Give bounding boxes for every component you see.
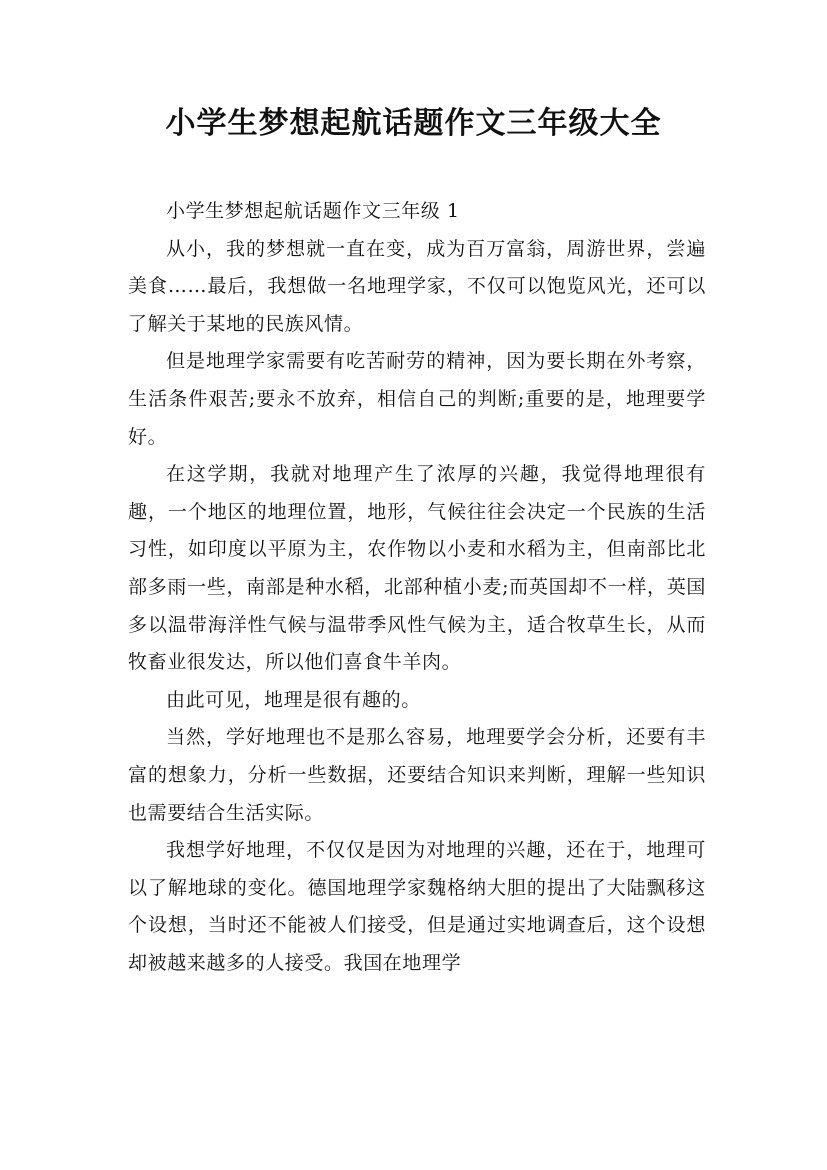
paragraph-2: 但是地理学家需要有吃苦耐劳的精神，因为要长期在外考察，生活条件艰苦;要永不放弃，相信自己的判断;重要的是，地理要学好。 (128, 350, 706, 448)
document-body (128, 193, 706, 982)
paragraph-6: 我想学好地理，不仅仅是因为对地理的兴趣，还在于，地理可以了解地球的变化。德国地理学家魏格纳大胆的提出了大陆飘移这个设想，当时还不能被人们接受，但是通过实地调查后，这个设想却被越来越多的人接受。我国在地理学 (128, 839, 706, 974)
paragraph-1: 从小，我的梦想就一直在变，成为百万富翁，周游世界，尝遍美食……最后，我想做一名地理学家，不仅可以饱览风光，还可以了解关于某地的民族风情。 (128, 237, 706, 335)
paragraph-5: 当然，学好地理也不是那么容易，地理要学会分析，还要有丰富的想象力，分析一些数据，还要结合知识来判断，理解一些知识也需要结合生活实际。 (128, 726, 706, 824)
paragraph-4: 由此可见，地理是很有趣的。 (166, 688, 421, 711)
paragraph-3: 在这学期，我就对地理产生了浓厚的兴趣，我觉得地理很有趣，一个地区的地理位置，地形，气候往往会决定一个民族的生活习性，如印度以平原为主，农作物以小麦和水稻为主，但南部比北部多雨一些，南部是种水稻，北部种植小麦;而英国却不一样，英国多以温带海洋性气候与温带季风性气候为主，适合牧草生长，从而牧畜业很发达，所以他们喜食牛羊肉。 (128, 463, 706, 674)
essay-subheading: 小学生梦想起航话题作文三年级 1 (166, 200, 460, 222)
document-title: 小学生梦想起航话题作文三年级大全 (165, 106, 662, 141)
